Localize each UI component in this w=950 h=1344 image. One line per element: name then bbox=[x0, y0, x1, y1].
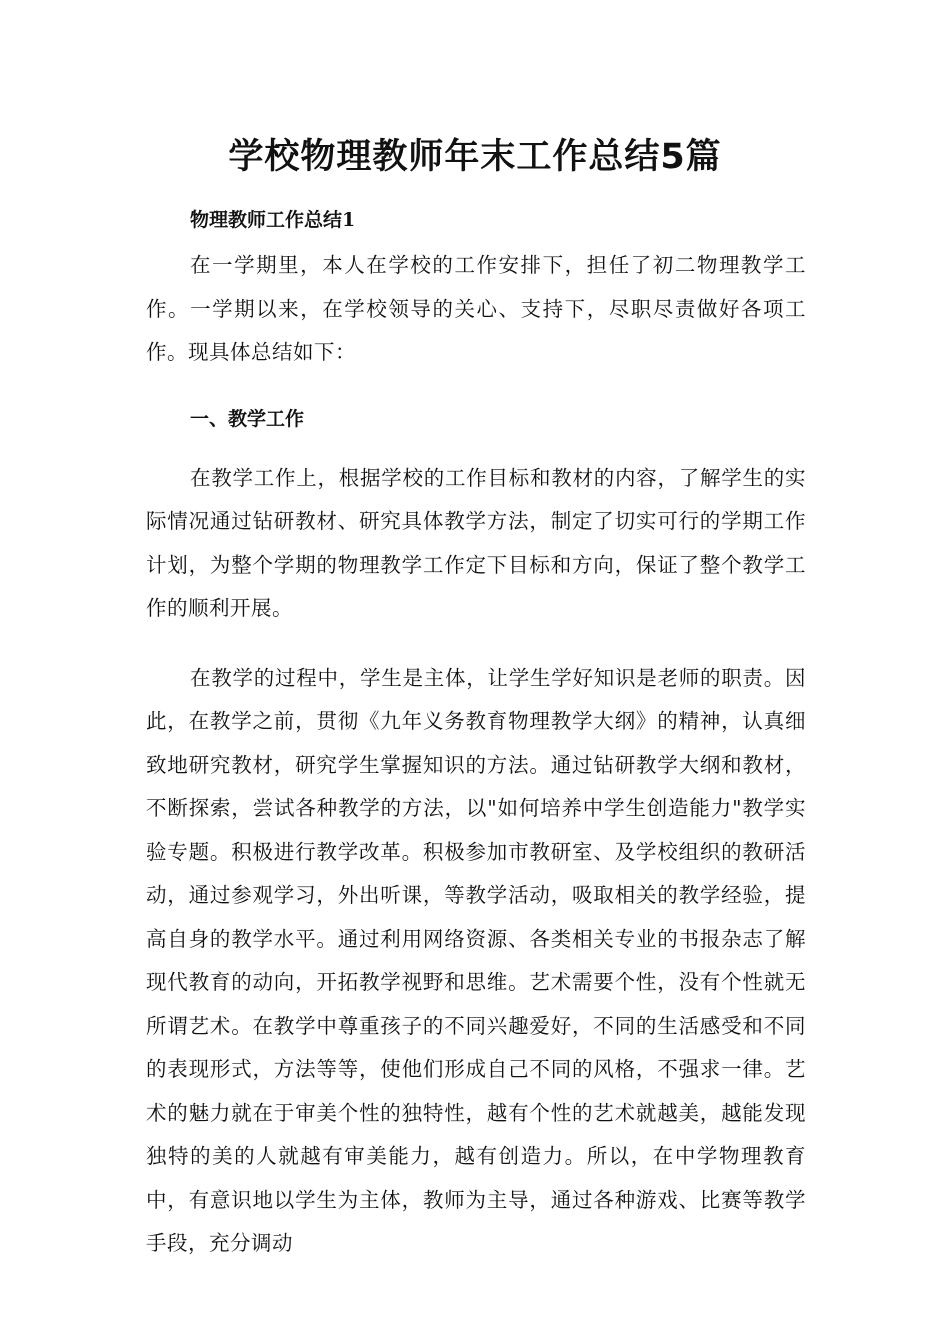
article-subtitle: 物理教师工作总结1 bbox=[190, 209, 356, 231]
teaching-paragraph-1: 在教学工作上，根据学校的工作目标和教材的内容，了解学生的实际情况通过钻研教材、研究具体教学方法，制定了切实可行的学期工作计划，为整个学期的物理教学工作定下目标和方向，保证了整个教学工作的顺利开展。 bbox=[146, 465, 806, 620]
document-title: 学校物理教师年末工作总结5篇 bbox=[228, 137, 722, 177]
document-body bbox=[146, 200, 806, 1266]
section-heading-teaching: 一、教学工作 bbox=[190, 407, 305, 430]
teaching-paragraph-2: 在教学的过程中，学生是主体，让学生学好知识是老师的职责。因此，在教学之前，贯彻《九年义务教育物理教学大纲》的精神，认真细致地研究教材，研究学生掌握知识的方法。通过钻研教学大纲和教材，不断探索，尝试各种教学的方法，以"如何培养中学生创造能力"教学实验专题。积极进行教学改革。积极参加市教研室、及学校组织的教研活动，通过参观学习，外出听课，等教学活动，吸取相关的教学经验，提高自身的教学水平。通过利用网络资源、各类相关专业的书报杂志了解现代教育的动向，开拓教学视野和思维。艺术需要个性，没有个性就无所谓艺术。在教学中尊重孩子的不同兴趣爱好，不同的生活感受和不同的表现形式，方法等等，使他们形成自己不同的风格，不强求一律。艺术的魅力就在于审美个性的独特性，越有个性的艺术就越美，越能发现独特的美的人就越有审美能力，越有创造力。所以，在中学物理教育中，有意识地以学生为主体，教师为主导，通过各种游戏、比赛等教学手段，充分调动 bbox=[146, 665, 806, 1255]
intro-paragraph: 在一学期里，本人在学校的工作安排下，担任了初二物理教学工作。一学期以来，在学校领导的关心、支持下，尽职尽责做好各项工作。现具体总结如下： bbox=[146, 253, 806, 364]
